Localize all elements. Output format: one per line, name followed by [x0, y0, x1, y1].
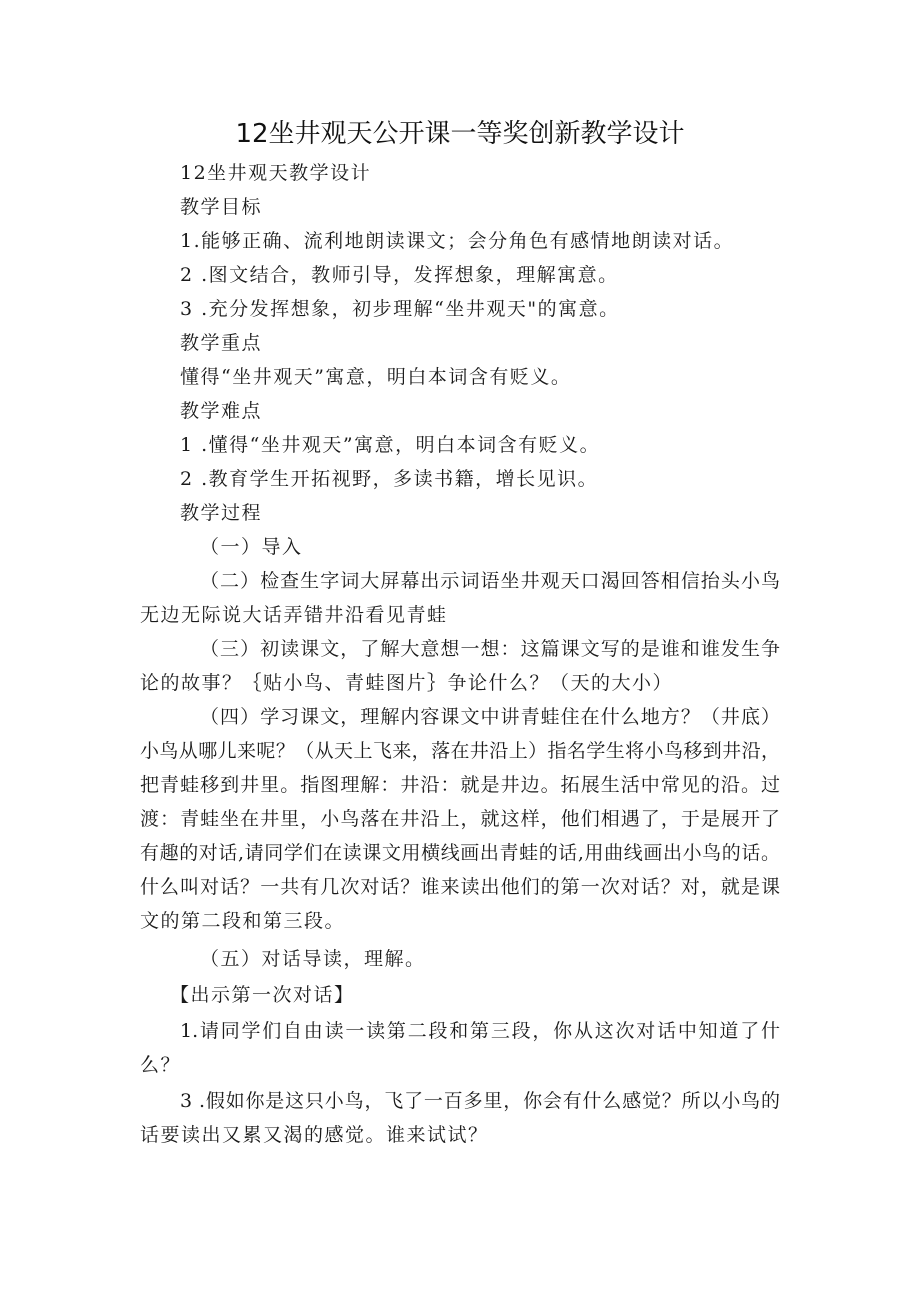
step-2-line-2: 无边无际说大话弄错井沿看见青蛙: [140, 604, 448, 626]
step-4-line-2: 小鸟从哪儿来呢？（从天上飞来，落在井沿上）指名学生将小鸟移到井沿，: [140, 740, 780, 762]
question-3-line-1: 3 .假如你是这只小鸟，飞了一百多里，你会有什么感觉？所以小鸟的: [180, 1090, 780, 1112]
difficulty-2: 2 .教育学生开拓视野，多读书籍，增长见识。: [180, 468, 599, 490]
difficulty-1: 1 .懂得“坐井观天”寓意，明白本词含有贬义。: [180, 434, 601, 456]
document-title: 12坐井观天公开课一等奖创新教学设计: [235, 119, 685, 149]
step-4-line-4: 渡：青蛙坐在井里，小鸟落在井沿上，就这样，他们相遇了，于是展开了: [140, 808, 780, 830]
question-3-line-2: 话要读出又累又渴的感觉。谁来试试？: [140, 1124, 489, 1146]
step-4-line-1: （四）学习课文，理解内容课文中讲青蛙住在什么地方？（井底）: [200, 706, 780, 728]
heading-difficulties: 教学难点: [180, 400, 263, 422]
step-4-line-6: 什么叫对话？一共有几次对话？谁来读出他们的第一次对话？对，就是课: [140, 876, 780, 898]
step-1-intro: （一）导入: [200, 536, 303, 558]
step-2-line-1: （二）检查生字词大屏幕出示词语坐井观天口渴回答相信抬头小鸟: [200, 570, 780, 592]
key-point-text: 懂得“坐井观天”寓意，明白本词含有贬义。: [180, 366, 572, 388]
objective-1: 1.能够正确、流利地朗读课文；会分角色有感情地朗读对话。: [180, 230, 735, 252]
heading-key-points: 教学重点: [180, 332, 263, 354]
question-1-line-2: 么？: [140, 1054, 182, 1076]
show-first-dialogue: 【出示第一次对话】: [170, 984, 355, 1006]
objective-3: 3 .充分发挥想象，初步理解“坐井观天"的寓意。: [180, 298, 620, 320]
step-5: （五）对话导读，理解。: [200, 948, 426, 970]
step-3-line-1: （三）初读课文，了解大意想一想：这篇课文写的是谁和谁发生争: [200, 638, 780, 660]
objective-2: 2 .图文结合，教师引导，发挥想象，理解寓意。: [180, 264, 619, 286]
step-3-line-2: 论的故事？｛贴小鸟、青蛙图片｝争论什么？（天的大小）: [140, 672, 674, 694]
heading-process: 教学过程: [180, 502, 263, 524]
question-1-line-1: 1.请同学们自由读一读第二段和第三段，你从这次对话中知道了什: [180, 1020, 780, 1042]
heading-objectives: 教学目标: [180, 196, 263, 218]
step-4-line-3: 把青蛙移到井里。指图理解：井沿：就是井边。拓展生活中常见的沿。过: [140, 774, 780, 796]
step-4-line-5: 有趣的对话,请同学们在读课文用横线画出青蛙的话,用曲线画出小鸟的话。: [140, 842, 780, 864]
step-4-line-7: 文的第二段和第三段。: [140, 910, 346, 932]
subtitle-line: 12坐井观天教学设计: [180, 162, 372, 184]
